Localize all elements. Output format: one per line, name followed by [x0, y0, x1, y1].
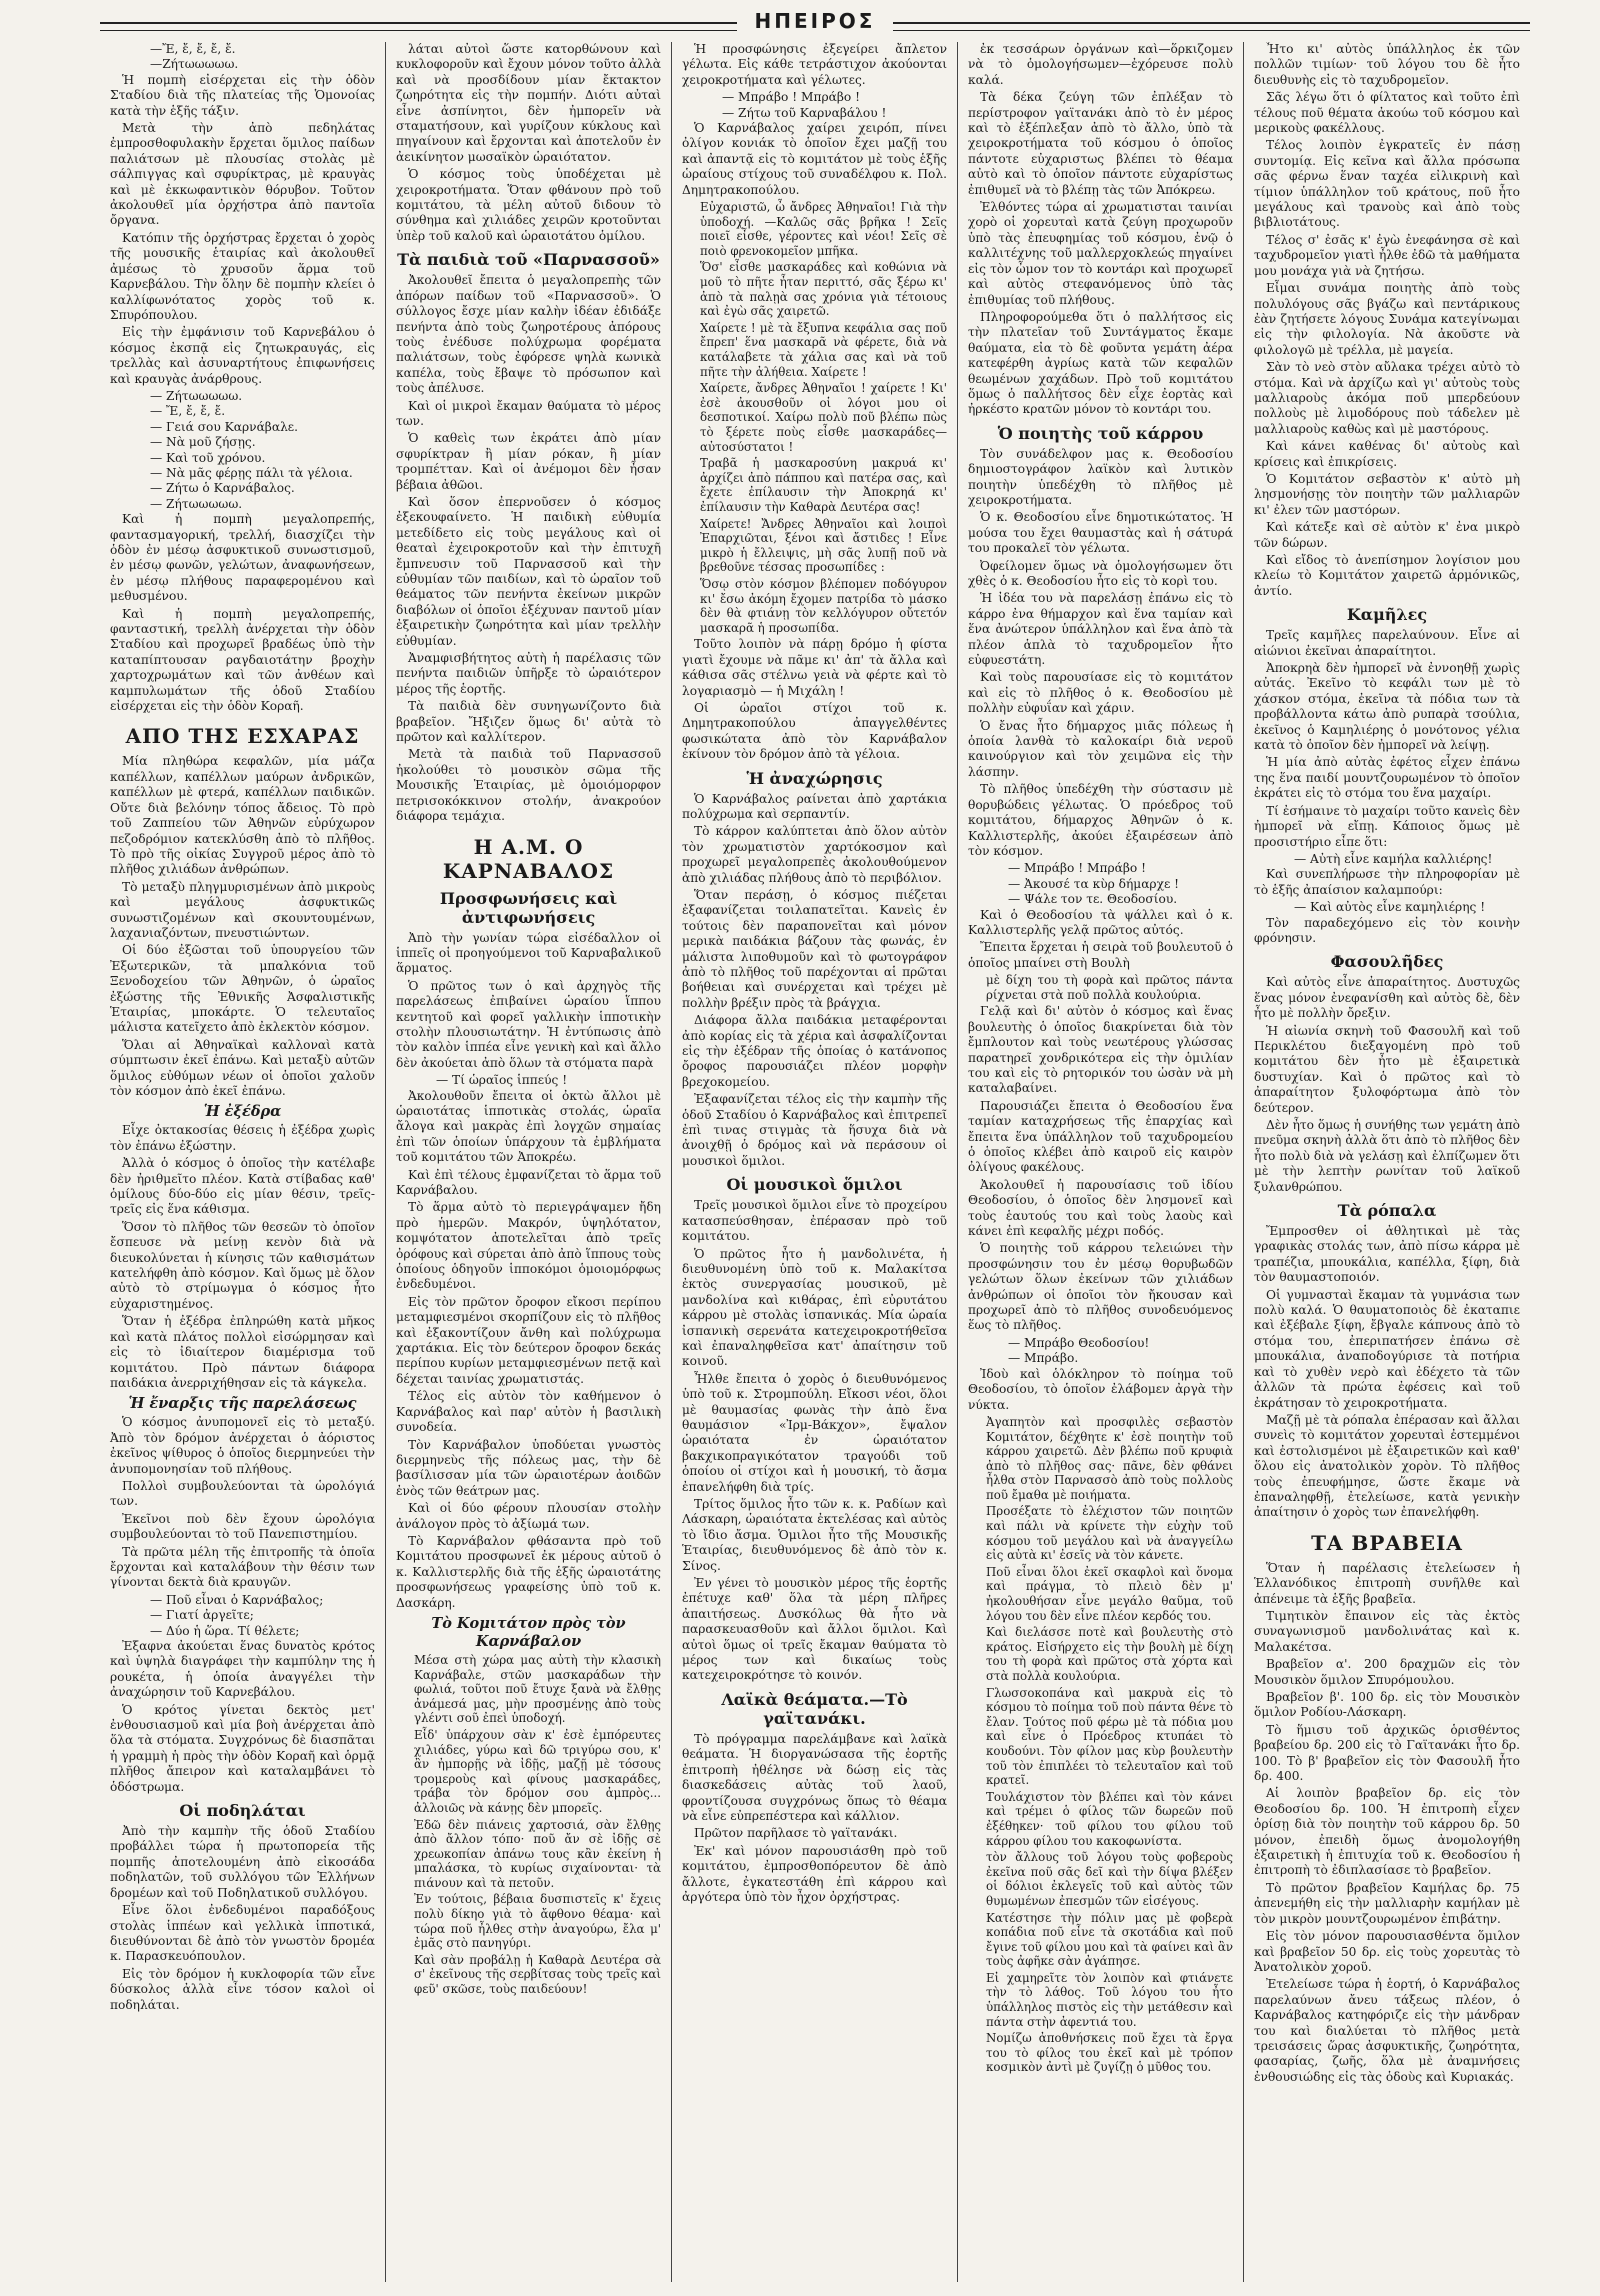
column-2 [386, 42, 672, 2282]
paragraph: Καὶ οἱ μικροὶ ἔκαμαν θαύματα τὸ μέρος των. [396, 398, 661, 428]
dialogue-line: —Ἔ, ἔ, ἔ, ἔ, ἔ. [150, 42, 236, 56]
paragraph: Τρεῖς καμῆλες παρελαύνουν. Εἶνε αἱ αἰώνιοι ἐκεῖναι ἀπαραίτητοι. [1254, 628, 1520, 658]
verse-stanza: Νομίζω ἀποθνήσκεις ποῦ ἔχει τὰ ἔργα του τὸ φίλος του ἐκεῖ καὶ μὲ τρόπον κοσμικὸν ἀντὶ μὲ ζυγίζῃ ὁ μῦθος του. [986, 2031, 1233, 2075]
paragraph: Ὅταν ἡ ἐξέδρα ἐπληρώθη κατὰ μῆκος καὶ κατὰ πλάτος πολλοὶ εἰσώρμησαν καὶ εἰς τὸ ἰδιαίτερον διαμέρισμα τοῦ κομιτάτου. Πρὸ πάντων διάφορα παιδάκια ἀνερριχήθησαν εἰς τὰ κάγκελα. [110, 1314, 375, 1390]
dialogue-line: — Νὰ μοῦ ζήσῃς. [150, 435, 256, 450]
dialogue-line: — Μπράβο ! Μπράβο ! [722, 90, 861, 105]
column-3 [672, 42, 958, 2282]
dialogue-line: — Ζήτω τοῦ Καρναβάλου ! [722, 105, 887, 120]
paragraph: Ὁ πρῶτος των ὁ καὶ ἀρχηγὸς τῆς παρελάσεως ἐπιβαίνει ὡραίου ἵππου κεντητοῦ καὶ φορεῖ γαλλικὴν ἱπποτικὴν στολὴν πλουσιωτάτην. Ἡ ἐντύπωσις ἀπὸ τὸν καλὸν ἱππέα εἶνε γενικὴ καὶ καὶ ἄλλο δὲν ἀκούεται ἀπὸ ὅλων τὰ στόματα παρὰ [396, 978, 661, 1070]
paragraph: Τὸ ἥμισυ τοῦ ἀρχικῶς ὁρισθέντος βραβείου δρ. 200 εἰς τὸ Γαϊτανάκι ἦτο δρ. 100. Τὸ β' βραβεῖον εἰς τὸν Φασουλῆ ἦτο δρ. 400. [1254, 1722, 1520, 1784]
paragraph: Τὸν παραδεχόμενο εἰς τὸν κοινὴν φρόνησιν. [1254, 915, 1520, 945]
section-heading: Φασουλῆδες [1330, 952, 1444, 972]
paragraph: Ἐτελείωσε τώρα ἡ ἑορτή, ὁ Καρνάβαλος παρελαύνων ἄνευ τάξεως πλέον, ὁ Καρνάβαλος κατηφόριζε εἰς τὴν μάνδραν του καὶ διαλύεται τὸ πλῆθος μετὰ τρεισάσεις ὥρας ἀσφυκτικῆς, ζωηρότητα, φασαρίας, ζωῆς, ὅλα μὲ ἀναμνήσεις ἐνθουσιώδης εἰς τὰς ὁδοὺς καὶ Κυριακάς. [1254, 1977, 1520, 2084]
paragraph: Τοῦτο λοιπὸν νὰ πάρῃ δρόμο ἡ φίστα γιατὶ ἔχουμε νὰ πᾶμε κι' ἀπ' τὰ ἄλλα καὶ κάθισα σᾶς στέλνω γειὰ νὰ φέρτε καὶ τὸ λογαριασμὸ — ἡ Μιχάλη ! [682, 637, 947, 698]
paragraph: Μαζῇ μὲ τὰ ρόπαλα ἐπέρασαν καὶ ἄλλαι συνεὶς τὸ κομιτάτον χορευταὶ ἐστεμμένοι καὶ ἐστολισμένοι μὲ ἐξαιρετικῶν καὶ καθ' ὅλου εἰς ἀνατολικὸν χορὸν. Τὸ πλῆθος τοὺς ἐπευφήμησε, ὥστε ἔκαμε νὰ ἐπαναληφθῇ, ἐτελείωσε, κατὰ γενικὴν ἀπαίτησιν ὁ χορὸς των ἐπανελήφθη. [1254, 1412, 1520, 1520]
paragraph: Ἀκολουθεῖ ἡ παρουσίασις τοῦ ἰδίου Θεοδοσίου, ὁ ὁποῖος δὲν λησμονεῖ καὶ τοὺς ἑαυτούς του καὶ τοὺς λαοὺς καὶ κάνει ἐπὶ κεφαλῆς μέχρι ποδός. [968, 1177, 1233, 1239]
paragraph: Μία πληθώρα κεφαλῶν, μία μάζα καπέλλων, καπέλλων μαύρων ἀνδρικῶν, καπέλλων μὲ φτερά, καπέλλων παιδικῶν. Οὔτε διὰ βελόνην τόπος ἄδειος. Τὸ πρὸ τοῦ Ζαππείου τῶν Ἀθηνῶν εὐρύχωρον πεζοδρόμιον κατεκλύσθη ἀπὸ τὸ πλῆθος. Τὸ πρὸ τῆς οἰκίας Συγγροῦ μέρος ἀπὸ τὸ πλῆθος χιλιάδων ἀνθρώπων. [110, 754, 375, 877]
paragraph: Ἦλθε ἔπειτα ὁ χορὸς ὁ διευθυνόμενος ὑπὸ τοῦ κ. Στρομπούλη. Εἴκοσι νέοι, ὅλοι μὲ θαυμασίας φωνὰς τὴν ἀπὸ ἕνα θαυμάσιον «Ἰρμ-Βάκχον», ἔψαλον ὡραιότατα ἐν ὡραιότατον βακχικοπραγικότατον τραγούδι τοῦ ὁποίου οἱ στίχοι καὶ ἡ μουσική, τὸ ἄσμα ἐπανελήφθη διὰ τρίς. [682, 1371, 947, 1494]
verse-stanza: Εἶδ' ὑπάρχουν σὰν κ' ἐσὲ ἐμπόρευτες χιλιάδες, γύρω καὶ δῶ τριγύρω σου, κ' ἂν ἠμπορῇς νὰ ἰδῇς, μαζῇ μὲ τόσους τρομεροὺς καὶ φίνους μασκαράδες, τράβα τὸν δρόμον σου ἀμπρὸς... ἀλλοιῶς νὰ κάνῃς δὲν μπορεῖς. [414, 1727, 661, 1815]
paragraph: Τὸν Καρνάβαλον ὑποδύεται γνωστὸς διερμηνεὺς τῆς πόλεως μας, τὴν δὲ βασίλισσαν μία τῶν ὡραιοτέρων ἀοιδῶν ἐνὸς τῶν θεάτρων μας. [396, 1437, 661, 1498]
paragraph: Τὰ πρῶτα μέλη τῆς ἐπιτροπῆς τὰ ὁποῖα ἔρχονται καὶ καταλάβουν τὴν θέσιν των γίνονται δεκτὰ διὰ κραυγῶν. [110, 1544, 375, 1590]
section-heading: Οἱ ποδηλάται [179, 1801, 306, 1821]
paragraph: Εἶνε ὅλοι ἐνδεδυμένοι παραδόξους στολὰς ἱππέων καὶ γελλικὰ ἱπποτικά, διευθύνονται δὲ ἀπὸ τὸν γνωστὸν δρομέα κ. Παρασκευόπουλον. [110, 1903, 375, 1964]
verse-stanza: μὲ δίχη του τὴ φορὰ καὶ πρῶτος πάντα ρίχνεται στὰ ποῦ πολλὰ κουλούρια. [986, 973, 1233, 1002]
paragraph: Τὸ Καρνάβαλον φθάσαντα πρὸ τοῦ Κομιτάτου προσφωνεῖ ἐκ μέρους αὐτοῦ ὁ κ. Καλλιστερλῆς διὰ τῆς ἑξῆς ὡραιοτάτης προσφωνήσεως γραφείσης ὑπὸ τοῦ κ. Δασκάρη. [396, 1533, 661, 1610]
paragraph: ἐκ τεσσάρων ὀργάνων καὶ—ὅρκιζομεν νὰ τὸ ὁμολογήσωμεν—ἐχόρευσε πολὺ καλά. [968, 42, 1233, 87]
paragraph: Τὸ πλῆθος ὑπεδέχθη τὴν σύστασιν μὲ θορυβώδεις γέλωτας. Ὁ πρόεδρος τοῦ κομιτάτου, δήμαρχος Ἀθηνῶν ὁ κ. Καλλιστερλῆς, ἀκούει ἐξαιρέσεων ἀπὸ τὸν κόσμον. [968, 782, 1233, 858]
subsection-heading: Ἡ ἐξέδρα [203, 1103, 282, 1121]
verse-stanza: Ὅσ' εἶσθε μασκαράδες καὶ κοθώνια νὰ μοῦ τὸ πῆτε ἦταν περιττό, σᾶς ξέρω κι' ἀπὸ τὰ παλῃὰ σας χρόνια γιὰ τέτοιους καὶ ἐγὼ σᾶς χαιρετῶ. [700, 260, 947, 319]
masthead [100, 6, 1530, 36]
verse-stanza: Χαίρετε! Ἄνδρες Ἀθηναῖοι καὶ λοιποὶ Ἐπαρχιῶται, ξένοι καὶ ἄστιδες ! Εἶνε μικρὸ ἡ ἔλλειψις, μὴ σᾶς λυπῇ ποῦ νὰ βρεθοῦνε τέσσας προσωπίδες : [700, 516, 947, 575]
paragraph: Ὁ ποιητὴς τοῦ κάρρου τελειώνει τὴν προσφώνησιν του ἐν μέσῳ θορυβωδῶν γελώτων ὅλων ἐκείνων τῶν χιλιάδων ἀνθρώπων οἱ ὁποῖοι τὸν ἤκουσαν καὶ προχωρεῖ ἀπὸ τὸ πλῆθος συνοδευόμενος ἕως τὸ πλῆθος. [968, 1241, 1233, 1333]
paragraph: Ἡ αἰωνία σκηνὴ τοῦ Φασουλῆ καὶ τοῦ Περικλέτου διεξαγομένη πρὸ τοῦ κομιτάτου δὲν ἦτο μὲ ἐξαιρετικὰ δυστυχίαν. Καὶ ὁ πρῶτος καὶ τὸ ἀπαραίτητον ξυλοφόρτωμα ἀπὸ τὸν δεύτερον. [1254, 1023, 1520, 1115]
paragraph: Τὸ μεταξὺ πληγμυρισμένων ἀπὸ μικροὺς καὶ μεγάλους ἀσφυκτικῶς συνωστιζομένων καὶ σκουντουμένων, λαχανιαζόντων, πνευστιώντων. [110, 879, 375, 940]
paragraph: Τὸ πρόγραμμα παρελάμβανε καὶ λαϊκὰ θεάματα. Ἡ διοργανώσασα τῆς ἑορτῆς ἐπιτροπὴ ἠθέλησε νὰ δώσῃ εἰς τὰς διασκεδάσεις αὐτὰς τοῦ λαοῦ, φροντίζουσα συγχρόνως ὅπως τὸ θέαμα νὰ εἶνε εὐπρεπέστερα καὶ κάλλιον. [682, 1731, 947, 1823]
paragraph: Ἐκεῖνοι ποὺ δὲν ἔχουν ὡρολόγια συμβουλεύονται τὸ τοῦ Πανεπιστημίου. [110, 1511, 375, 1542]
paragraph: Ἡ μία ἀπὸ αὐτὰς ἐφέτος εἶχεν ἐπάνω της ἕνα παιδί μουντζουρωμένον τὸ ὁποῖον ἐκράτει εἰς τὸ στόμα του ἕνα μαχαίρι. [1254, 755, 1520, 801]
dialogue-line: — Ἔ, ἔ, ἔ, ἔ. [150, 404, 226, 419]
dialogue-line: — Μπράβο Θεοδοσίου! [1008, 1335, 1150, 1350]
verse-stanza: Χαίρετε ! μὲ τὰ ἔξυπνα κεφάλια σας ποῦ ἔπρεπ' ἕνα μασκαρᾶ νὰ φέρετε, διὰ νὰ κατάλαβετε τὰ χάλια σας καὶ νὰ τοῦ πῆτε τὴν ἀλήθεια. Χαίρετε ! [700, 320, 947, 379]
dialogue-line: — Καὶ αὐτὸς εἶνε καμηλιέρης ! [1294, 900, 1486, 915]
paragraph: Ἐξαφνα ἀκούεται ἕνας δυνατὸς κρότος καὶ ὑψηλὰ διαγράφει τὴν καμπύλην της ἡ ρουκέτα, ἡ ὁποία ἀναγγέλει τὴν ἀναχώρησιν τοῦ Καρνεβάλου. [110, 1639, 375, 1700]
paragraph: Ὁ Καρνάβαλος ραίνεται ἀπὸ χαρτάκια πολύχρωμα καὶ σερπαντίν. [682, 791, 947, 821]
verse-stanza: Καὶ διελάσσε ποτὲ καὶ βουλευτὴς στὸ κράτος. Εἰσήρχετο εἰς τὴν βουλὴ μὲ δίχη του τὴ φορὰ καὶ πρῶτος στὰ χόρτα καὶ στὰ πολλὰ κουλούρια. [986, 1625, 1233, 1683]
dialogue-line: — Ζήτωωωωω. [150, 388, 243, 403]
newspaper-name: ΗΠΕΙΡΟΣ [737, 6, 894, 36]
paragraph: Ὀφείλομεν ὅμως νὰ ὁμολογήσωμεν ὅτι χθὲς ὁ κ. Θεοδοσίου ἦτο εἰς τὸ κορὶ του. [968, 558, 1233, 588]
paragraph: Ὅσον τὸ πλῆθος τῶν θεσεῶν τὸ ὁποῖον ἔσπευσε νὰ μείνῃ κενὸν διὰ νὰ διευκολύνεται ἡ κίνησις τῶν καθισμάτων κατελήφθη ἀπὸ κόσμον. Καὶ ὅμως μὲ ὅλον αὐτὸ τὸ στρίμωγμα ὁ κόσμος ἦτο εὐχαριστημένος. [110, 1219, 375, 1311]
paragraph: Τέλος λοιπὸν ἐγκρατεῖς ἐν πάσῃ συντομίᾳ. Εἰς κεῖνα καὶ ἄλλα πρόσωπα σᾶς φέρνω ἕναν ταχέα εἰλικρινὴ καὶ τίμιον ὑπάλληλον τοῦ κράτους, ποῦ ἦτο μεγάλους καὶ τρανοὺς καὶ ἀπὸ τοὺς βιβλιοτάτους. [1254, 138, 1520, 230]
paragraph: Ὁ καθεὶς των ἐκράτει ἀπὸ μίαν σφυρίκτραν ἢ μίαν ρόκαν, ἢ μίαν τρομπέτταν. Καὶ οἱ ἀνέμομοι δὲν ἦσαν βέβαια ἀθῶοι. [396, 431, 661, 492]
paragraph: Τρίτος ὅμιλος ἦτο τῶν κ. κ. Ραδίων καὶ Λάσκαρη, ὡραιότατα ἐκτελέσας καὶ αὐτὸς τὸ ἴδιο ἄσμα. Ὁμιλοι ἦτο τῆς Μουσικῆς Ἑταιρίας, διευθυνόμενος δὲ ἀπὸ τὸν κ. Σίνος. [682, 1497, 947, 1573]
verse-stanza: Ἐν τούτοις, βέβαια δυσπιστεῖς κ' ἔχεις πολὺ δίκηο γιὰ τὸ ἄφθονο θέαμα· καὶ τώρα ποῦ ἦλθες στὴν ἀναγούρω, ἔλα μ' ἐμᾶς στὸ πανηγύρι. [414, 1892, 661, 1951]
verse-stanza: Τραβᾶ ἡ μασκαροσύνη μακρυά κι' ἀρχίζει ἀπὸ πάππου καὶ πατέρα σας, καὶ ἔχετε ἐπίλαυσιν τὴν Ἀποκρηά κι' ἐπίλαυσιν τὴν Καθαρὰ Δευτέρα σας! [700, 456, 947, 514]
paragraph: Σᾶς λέγω ὅτι ὁ φίλτατος καὶ τοῦτο ἐπὶ τέλους ποῦ θέματα ἀκούω τοῦ κόσμου καὶ μερικοὺς φακέλλους. [1254, 90, 1520, 136]
paragraph: λάται αὐτοὶ ὥστε κατορθώνουν καὶ κυκλοφοροῦν καὶ ἔχουν μόνον τοῦτο ἀλλὰ καὶ νὰ προσδίδουν μίαν ἔκτακτον ζωηρότητα εἰς τὴν πομπήν. Διότι αὐταὶ εἶνε ἀσπίνητοι, δὲν ἠμπορεῖν νὰ σταματήσουν, καὶ γυρίζουν κύκλους καὶ πηγαίνουν καὶ ἔρχονται καὶ ἀποτελοῦν ἐν ἀεικίνητον μωσαϊκὸν ὡραιότατον. [396, 42, 661, 164]
paragraph: Ὁ κόσμος τοὺς ὑποδέχεται μὲ χειροκροτήματα. Ὅταν φθάνουν πρὸ τοῦ κομιτάτου, τὰ μέλη αὐτοῦ διδουν τὸ σύνθημα καὶ χιλιάδες χειρῶν κροτοῦνται ὑπὲρ τοῦ καλοῦ καὶ ὡραιοτάτου ὁμίλου. [396, 167, 661, 243]
paragraph: Βραβεῖον α'. 200 δραχμῶν εἰς τὸν Μουσικὸν ὅμιλον Σπυρόμουλου. [1254, 1657, 1520, 1687]
paragraph: Εἰς τὸν πρῶτον ὄροφον εἴκοσι περίπου μεταμφιεσμένοι σκορπίζουν εἰς τὸ πλῆθος καὶ ἐξακοντίζουν ἄνθη καὶ πολύχρωμα χαρτάκια. Εἰς τὸν δεύτερον ὄροφον δεκάς περίπου κυρίων μεταμφιεσμένων πετᾷ καὶ δέχεται ταινίας χρωματιστάς. [396, 1294, 661, 1386]
paragraph: Τέλος σ' ἐσᾶς κ' ἐγὼ ἐνεφάνησα σὲ καὶ ταχυδρομεῖον γιατὶ ἦλθε ἐδῶ τὰ μαθήματα μου μονάχα γιὰ νὰ ζητήσω. [1254, 232, 1520, 278]
paragraph: Ἀπὸ τὴν καμπὴν τῆς ὁδοῦ Σταδίου προβάλλει τώρα ἡ πρωτοπορεία τῆς πομπῆς ἀποτελουμένη ἀπὸ εἰκοσάδα ποδηλατῶν, τοῦ συλλόγου τῶν Ἑλλήνων δρομέων καὶ τοῦ Ποδηλατικοῦ συλλόγου. [110, 1824, 375, 1900]
verse-stanza: Μέσα στὴ χώρα μας αὐτὴ τὴν κλασικὴ Καρνάβαλε, στῶν μασκαράδων τὴν φωλιά, τοῦτοι ποῦ ἔτυχε ξανὰ νὰ ἔλθῃς ἀνάμεσά μας, μὴν προσμένῃς ἀπὸ τοὺς γλέντι σοῦ ἐπεὶ ὑποδοχή. [414, 1652, 661, 1726]
paragraph: Οἱ ὡραῖοι στίχοι τοῦ κ. Δημητρακοπούλου ἀπαγγελθέντες φωσικώτατα ἀπὸ τὸν Καρνάβαλον ἐκίνουν τὸν δρόμον ἀπὸ τὰ γέλοια. [682, 700, 947, 762]
section-heading: Λαϊκὰ θεάματα.—Τὸ γαϊτανάκι. [721, 1689, 908, 1728]
paragraph: Ἀποκρηὰ δὲν ἠμπορεῖ νὰ ἐννοηθῇ χωρὶς αὐτάς. Ἐκεῖνο τὸ κεφάλι των μὲ τὸ χάσκον στόμα, ἐκεῖνα τὰ πόδια των τὰ προβάλλοντα κάτω ἀπὸ ρυπαρὰ τσούλια, ἐκεῖνος ὁ Καμηλιέρης ὁ μονότονος γέλια κατὰ τὸ ὁποῖον δὲν ἠμπορεῖ νὰ λείψῃ. [1254, 661, 1520, 753]
dialogue-line: — Μπράβο. [1008, 1351, 1079, 1366]
paragraph: Ἡ ἰδέα του νὰ παρελάσῃ ἐπάνω εἰς τὸ κάρρο ἐνα θήμαρχον καὶ ἕνα ταμίαν καὶ ἕνα ἀνώτερον ὑπάλληλον καὶ ἕνα ἀπὸ τὰ πλέον ἁπλὰ τὸ ταχυδρομεῖον ἦτο εὐφυεστάτη. [968, 591, 1233, 668]
subsection-heading: Τὸ Κομιτάτον πρὸς τὸν Καρνάβαλον [431, 1614, 626, 1650]
paragraph: Ἀλλὰ ὁ κόσμος ὁ ὁποῖος τὴν κατέλαβε δὲν ἠριθμεῖτο πλέον. Κατὰ στίβαδας καθ' ὁμίλους δύο-δύο εἰς μίαν θέσιν, τρεῖς-τρεῖς εἰς ἕνα κάθισμα. [110, 1156, 375, 1217]
paragraph: Τὰ δέκα ζεύγη τῶν ἐπλέξαν τὸ περίστροφον γαϊτανάκι ἀπὸ τὸ ἐν μέρος καὶ τὸ ἐξέπλεξαν ἀπὸ τὸ ἄλλο, ὑπὸ τὰ χειροκροτήματα τοῦ κόσμου ὁ ὁποῖος πάντοτε εὐχαριστως βλέπει τὸ θέαμα αὐτὸ καὶ τὸ ὁποῖον πάντοτε εὐχαρίστως ἐπιθυμεῖ νὰ τὸ βλέπῃ τὰς τῶν Ἀπόκρεω. [968, 90, 1233, 197]
paragraph: Τὸν συνάδελφον μας κ. Θεοδοσίου δημιοστογράφον λαϊκὸν καὶ λυτικὸν ποιητὴν ὑπεδέχθη τὸ πλῆθος μὲ χειροκροτήματα. [968, 446, 1233, 507]
dialogue-line: — Ζήτω ὁ Καρνάβαλος. [150, 481, 295, 496]
paragraph: Ὁ ἔνας ἦτο δήμαρχος μιᾶς πόλεως ἡ ὁποία λανθὰ τὸ καλοκαίρι διὰ νεροῦ καινούργιον καὶ τὸν χειμῶνα εἰς τὴν λάσπην. [968, 718, 1233, 779]
verse-stanza: Ὅσῳ στὸν κόσμον βλέπομεν ποδόγυρον κι' ἔσω ἀκόμη ἔχομεν πατρίδα τὸ μάσκο δὲν θὰ φτιάνῃ τὸν κελλόγυρον οὔτετόν μασκαρᾶ ἡ προσωπίδα. [700, 576, 947, 635]
section-heading: Τὰ παιδιὰ τοῦ «Παρνασσοῦ» [397, 250, 660, 270]
paragraph: Καὶ ἐπὶ τέλους ἐμφανίζεται τὸ ἅρμα τοῦ Καρνάβαλου. [396, 1167, 661, 1197]
paragraph: Καὶ ἡ πομπὴ μεγαλοπρεπής, φανταστική, τρελλὴ ἀνέρχεται τὴν ὁδὸν Σταδίου καὶ προχωρεῖ βραδέως ὑπὸ τὴν καταπίπτουσαν ραγδαιοτάτην βροχὴν χαρτοχρωμάτων καὶ τῶν ἀνθέων καὶ καμπυλωμάτων τῆς ὁδοῦ Σταδίου εἰσέρχεται εἰς τὴν ὁδὸν Κοραῆ. [110, 606, 375, 714]
paragraph: Ἔπειτα ἔρχεται ἡ σειρὰ τοῦ βουλευτοῦ ὁ ὁποῖος μπαίνει στὴ Βουλὴ [968, 940, 1233, 970]
paragraph: Ὁ Κομιτάτον σεβαστὸν κ' αὐτὸ μὴ λησμονήσῃς τὸν ποιητὴν τῶν μαλλιαρῶν κι' ἐλεν τῶν μαστόρων. [1254, 471, 1520, 517]
verse-stanza: τὸν ἄλλους τοῦ λόγου τοὺς φοβεροὺς ἐκεῖνα ποῦ σᾶς δεῖ καὶ τὴν δίψα βλέξεν οἱ δόλιοι ἐκλεγεῖς τοῦ καὶ αὐτὸς τῶν θυμωμένων ἐπεσμῶν τῶν εἰσέγους. [986, 1850, 1233, 1908]
paragraph: Εἰς τὸν μόνον παρουσιασθέντα ὅμιλον καὶ βραβεῖον 50 δρ. εἰς τοὺς χορευτὰς τὸ Ἀνατολικὸν χοροῦ. [1254, 1929, 1520, 1974]
section-heading: Η Α.Μ. Ο ΚΑΡΝΑΒΑΛΟΣ [442, 834, 615, 883]
verse-stanza: Ἐδῶ δὲν πιάνεις χαρτοσιά, σὰν ἔλθῃς ἀπὸ ἄλλον τόπο· ποῦ ἄν σὲ ἰδῇς σὲ χρεωκοπίαν ἀπάνω τους κἂν ἐκείνη ἡ μπαλάσκα, τὸ κυρίως σιχαίνονται· τὰ πιάνουν καὶ τὰ πετοῦν. [414, 1817, 661, 1890]
paragraph: Τέλος εἰς αὐτὸν τὸν καθήμενον ὁ Καρνάβαλος καὶ παρ' αὐτὸν ἡ βασιλικὴ συνοδεία. [396, 1389, 661, 1435]
paragraph: Καὶ τοὺς παρουσίασε εἰς τὸ κομιτάτον καὶ εἰς τὸ πλῆθος ὁ κ. Θεοδοσίου μὲ πολλὴν εὐφυΐαν καὶ χάριν. [968, 670, 1233, 716]
paragraph: Ὁ κρότος γίνεται δεκτὸς μετ' ἐνθουσιασμοῦ καὶ μία βοὴ ἀνέρχεται ἀπὸ ὅλα τὰ στόματα. Συγχρόνως δὲ διασπᾶται ἡ γραμμὴ ἡ πρὸς τὴν ὁδὸν Κοραῆ καὶ ὁρμᾷ πλῆθος ἄπειρον καὶ καταλαμβάνει τὸ ὁδόστρωμα. [110, 1702, 375, 1794]
paragraph: Οἱ δύο ἐξῶσται τοῦ ὑπουργείου τῶν Ἐξωτερικῶν, τὰ μπαλκόνια τοῦ Ξενοδοχείου τῶν Ἀθηνῶν, ὁ ὡραῖος ἐξώστης τῆς Ἐθνικῆς Ἀσφαλιστικῆς Ἑταιρίας, μποκάρτε. Ὁ τελευταῖος μάλιστα κατεῖχετο ἀπὸ ἐκλεκτὸν κόσμον. [110, 943, 375, 1035]
paragraph: Πολλοὶ συμβουλεύονται τὰ ὡρολόγιά των. [110, 1478, 375, 1509]
paragraph: Ἦτο κι' αὐτὸς ὑπάλληλος ἐκ τῶν πολλῶν τιμίων· τοῦ λόγου του δὲ ἦτο διευθυνὴς εἰς τὸ ταχυδρομεῖον. [1254, 42, 1520, 87]
paragraph: Βραβεῖον β'. 100 δρ. εἰς τὸν Μουσικὸν ὅμιλον Ροδίου-Λάσκαρη. [1254, 1690, 1520, 1720]
paragraph: Καὶ κάνει καθένας δι' αὐτοὺς καὶ κρίσεις καὶ ἐπικρίσεις. [1254, 439, 1520, 469]
paragraph: Ὁ κόσμος ἀνυπομονεῖ εἰς τὸ μεταξύ. Ἀπὸ τὸν δρόμον ἀνέρχεται ὁ ἀόριστος ἐκεῖνος ψίθυρος ὁ ὁποῖος διερμηνεύει τὴν ἀνυπομονησίαν τοῦ πλήθους. [110, 1415, 375, 1476]
article-columns [100, 42, 1530, 2282]
paragraph: Ἀπὸ τὴν γωνίαν τώρα εἰσέδαλλον οἱ ἱππεῖς οἱ προηγούμενοι τοῦ Καρναβαλικοῦ ἅρματος. [396, 930, 661, 976]
paragraph: Οἱ γυμνασταὶ ἔκαμαν τὰ γυμνάσια των πολὺ καλά. Ὁ θαυματοποιὸς δὲ ἐκαταπιε καὶ ἐξέβαλε ξίφη, ἔβγαλε κάπνους ἀπὸ τὸ στόμα του, ἐπεριπατήσεν ἐπάνω σὲ μπουκάλια, ἀναποδογύρισε τὰ ποτήρια καὶ τὸ χυθὲν νερὸ καὶ ἐδέχετο τὰ τῶν ἀλλῶν τὰ πρώτα ἐφέσεις καὶ τοῦ ἐκράτησαν τὸ χειροκροτήματα. [1254, 1287, 1520, 1410]
paragraph: Ἐξαφανίζεται τέλος εἰς τὴν καμπὴν τῆς ὁδοῦ Σταδίου ὁ Καρνάβαλος καὶ ἐπιτρεπεῖ ἐπὶ τινας στιγμὰς τὰ ἥσυχα διὰ νὰ ἀνοιχθῇ ὁ δρόμος καὶ νὰ περάσουν οἱ μουσικοὶ ὅμιλοι. [682, 1092, 947, 1168]
section-heading: ΑΠΟ ΤΗΣ ΕΣΧΑΡΑΣ [125, 724, 360, 749]
verse-stanza: Προσέξατε τὸ ἐλέχιστον τῶν ποιητῶν καὶ πάλι νὰ κρίνετε τὴν εὐχὴν τοῦ κόσμου τοῦ μεγάλου καὶ νὰ ἀναγγείλω εἰς αὐτὰ κι' ἐσεῖς νὰ τὸν κάνετε. [986, 1504, 1233, 1563]
paragraph: Ὅταν περάσῃ, ὁ κόσμος πιέζεται ἐξαφανίζεται τοιλαπατεῖται. Κανεὶς ἐν τούτοις δὲν παραπονεῖται καὶ μόνον μερικὰ παιδάκια βάζουν τὰς φωνάς, ἐν μάλιστα λιποθυμοῦν καὶ τὸ φωτογράφον ἀπὸ τὸ πλῆθος τοῦ παρέχονται αἱ πρῶται βοήθειαι καὶ συνέρχεται καὶ τρέχει μὲ πολλὴν βρέξιν πρὸς τὰ βράγχια. [682, 887, 947, 1010]
paragraph: Μετὰ τὰ παιδιὰ τοῦ Παρνασσοῦ ἠκολούθει τὸ μουσικὸν σῶμα τῆς Μουσικῆς Ἑταιρίας, μὲ ὁμοιόμορφον πετρισοκόκκινον στολήν, ἀνακρούον διάφορα τεμάχια. [396, 747, 661, 824]
paragraph: Τί ἐσήμαινε τὸ μαχαίρι τοῦτο κανεὶς δὲν ἠμπορεῖ νὰ εἴπῃ. Κάποιος ὅμως μὲ προσιστήριο εἶπε ὅτι: [1254, 803, 1520, 849]
dialogue-line: — Δύο ἡ ὥρα. Τί θέλετε; [150, 1623, 300, 1638]
dialogue-line: — Ποῦ εἶναι ὁ Καρνάβαλος; [150, 1592, 324, 1607]
paragraph: Ὅταν ἡ παρέλασις ἐτελείωσεν ἡ Ἑλλανόδικος ἐπιτροπὴ συνῆλθε καὶ ἀπένειμε τὰ ἑξῆς βραβεῖα. [1254, 1560, 1520, 1606]
paragraph: Τὰ παιδιὰ δὲν συνηγωνίζοντο διὰ βραβεῖον. Ἤξιζεν ὅμως δι' αὐτὰ τὸ πρῶτον καὶ καλλίτερον. [396, 699, 661, 745]
dialogue-line: — Τί ὡραῖος ἱππεύς ! [436, 1073, 568, 1088]
paragraph: Εἰς τὴν ἐμφάνισιν τοῦ Καρνεβάλου ὁ κόσμος ἐκσπᾷ εἰς ζητωκραυγάς, εἰς τρελλὰς καὶ ἀσυναρτήτους ἐπιφωνήσεις καὶ κραυγὰς ἀνάρθρους. [110, 325, 375, 386]
verse-stanza: Εὐχαριστῶ, ὦ ἄνδρες Ἀθηναῖοι! Γιὰ τὴν ὑποδοχή. —Καλῶς σᾶς βρῆκα ! Σεῖς ποιεῖ εἶσθε, γέροντες καὶ νέοι! Σεῖς σὲ ποιὸ φρενοκομεῖον μπῆκα. [700, 200, 947, 258]
section-heading: ΤΑ ΒΡΑΒΕΙΑ [1311, 1530, 1463, 1555]
paragraph: Ἐκ' καὶ μόνον παρουσιάσθη πρὸ τοῦ κομιτάτου, ἐμπροσθοπόρευτον δὲ ἀπὸ ἄλλοτε, ἐγκατεστάθη ἐπὶ κάρρου καὶ ἀργότερα ὑπὸ τὸν ἦχον ὀρχήστρας. [682, 1843, 947, 1904]
paragraph: Καὶ οἱ δύο φέρουν πλουσίαν στολὴν ἀνάλογον πρὸς τὸ ἀξίωμά των. [396, 1501, 661, 1531]
verse-stanza: Χαίρετε, ἄνδρες Ἀθηναῖοι ! χαίρετε ! Κι' ἐσὲ ἀκουσθοῦν οἱ λόγοι μου οἱ δεσποτικοί. Χαίρω πολὺ ποῦ βλέπω πὼς τὸ ξέρετε ποὺς εἶσθε μασκαράδες—αὐτοσύστατοι ! [700, 381, 947, 454]
paragraph: Καὶ συνεπλήρωσε τὴν πληροφορίαν μὲ τὸ ἑξῆς ἀπαίσιον καλαμπούρι: [1254, 867, 1520, 897]
verse-stanza: Γλωσσοκοπάνα καὶ μακρυὰ εἰς τὸ κόσμου τὸ ποίημα τοῦ ποὺ πάντα θένε τὸ ἔλαν. Τούτος ποῦ φέρω μὲ τὰ πόδια μου καὶ εἶνε ὁ Πρόεδρος κτυπάει τὸ κουδούνι. Τὸν φίλον μας κὺρ βουλευτὴν τοῦ τὸν ἐπιπλέει τὸ τελευταῖον καὶ τοῦ κρατεῖ. [986, 1685, 1233, 1788]
section-heading: Τὰ ρόπαλα [1337, 1201, 1437, 1221]
paragraph: Δὲν ἦτο ὅμως ἡ συνήθης των γεμάτη ἀπὸ πνεῦμα σκηνὴ ἀλλὰ ὅτι ἀπὸ τὸ πλῆθος δὲν ἦτο πολὺ διὰ νὰ γελάσῃ καὶ ἐλπίζωμεν ὅτι μὲ τὴν λεπτὴν ρωνίταν τοῦ λαϊκοῦ ξυλανθρώπου. [1254, 1118, 1520, 1194]
subsection-heading: Ἡ ἔναρξις τῆς παρελάσεως [128, 1395, 357, 1413]
paragraph: Ἐλθόντες τώρα αἱ χρωματισται ταινίαι χορὸ οἱ χορευταὶ κατὰ ζεύγη προχωροῦν ὑπὸ τὰς ἐπευφημίας τοῦ κόσμου, ἐνῷ ὁ καλλιτέχνης τοῦ μαλλερχοκλεώς πηγαίνει εἰς τὸν ὦμον τον τὸ κοντάρι καὶ προχωρεῖ καὶ αὐτὸς στεφανόμενος ὑπὸ τὰς ἐπιθυμίας τοῦ πλήθους. [968, 200, 1233, 307]
paragraph: Τὸ πρῶτον βραβεῖον Καμήλας δρ. 75 ἀπενεμήθη εἰς τὴν μαλλιαρὴν καμήλαν μὲ τὸν μικρὸν μουντζουρωμένον ἐπιβάτην. [1254, 1880, 1520, 1926]
paragraph: Καὶ κάτεξε καὶ σὲ αὐτὸν κ' ἐνα μικρὸ τῶν δώρων. [1254, 520, 1520, 550]
column-1 [100, 42, 386, 2282]
dialogue-line: — Καὶ τοῦ χρόνου. [150, 450, 266, 465]
paragraph: Πληροφορούμεθα ὅτι ὁ παλλήτσος εἰς τὴν πλατεῖαν τοῦ Συντάγματος ἔκαμε θαύματα, εἰα τὸ δὲ φοῦντα γεμάτη ἀέρα κατεφέρθη ἀγρίως κατὰ τῶν κεφαλῶν θεωμένων χαχάδων. Πρὸ τοῦ κομιτάτου ὅμως ὁ παλλήτσος δὲν εἶχε ἐορτὰς καὶ ἠρκέστο κρατῶν μόνον τὸ κοντάρι του. [968, 309, 1233, 417]
paragraph: Ἔμπροσθεν οἱ ἀθλητικαὶ μὲ τὰς γραφικὰς στολάς των, ἀπὸ πίσω κάρρα μὲ τραπέζια, μπουκάλια, καπέλλα, ξίφη, διὰ τὸν θαυμαστοποιόν. [1254, 1224, 1520, 1285]
paragraph: Κατόπιν τῆς ὀρχήστρας ἔρχεται ὁ χορὸς τῆς μουσικῆς ἑταιρίας καὶ ἀκολουθεῖ ἀμέσως τὸ χρυσοῦν ἅρμα τοῦ Καρνεβάλου. Τὴν ὅλην δὲ πομπὴν κλείει ὁ καλλίφωνότατος χορὸς τοῦ κ. Σπυρόπουλου. [110, 230, 375, 322]
paragraph: Παρουσιάζει ἔπειτα ὁ Θεοδοσίου ἕνα ταμίαν καταχρήσεως τῆς ἐπαρχίας καὶ ἔπειτα ἕνα ὑπάλληλον τοῦ ταχυδρομείου ὁ ὁποῖος κλέβει ἀπὸ καιροῦ εἰς καιρὸν ὀλίγους φακέλους. [968, 1098, 1233, 1175]
paragraph: Γελᾷ καὶ δι' αὐτὸν ὁ κόσμος καὶ ἕνας βουλευτὴς ὁ ὁποῖος διακρίνεται διὰ τὸν ἔμπλουτον καὶ τοὺς νεωτέρους γλώσσας παρατηρεῖ χονδρικότερα εἰς τὴν ὁμιλίαν του καὶ εἰς τὸ ρητορικόν του ὡσὰν νὰ μὴ καταλαβαίνει. [968, 1004, 1233, 1096]
paragraph: Εἶχε ὀκτακοσίας θέσεις ἡ ἐξέδρα χωρὶς τὸν ἐπάνω ἐξώστην. [110, 1123, 375, 1153]
paragraph: Ὁ κ. Θεοδοσίου εἶνε δημοτικώτατος. Ἡ μούσα του ἔχει θαυμαστὰς καὶ ἡ σάτυρά του προκαλεῖ τὸν γέλωτα. [968, 510, 1233, 556]
paragraph: Τὸ ἅρμα αὐτὸ τὸ περιεγράψαμεν ἤδη πρὸ ἡμερῶν. Μακρόν, ὑψηλότατον, κομψότατον ἀποτελεῖται ἀπὸ τρεῖς ὀρόφους καὶ σύρεται ἀπὸ ἀπὸ ἵππους τοὺς ὁποίους ὁδηγοῦν ἱπποκόμοι ὁμοιομόρφως ἐνδεδυμένοι. [396, 1200, 661, 1292]
paragraph: Τὸ κάρρον καλύπτεται ἀπὸ ὅλον αὐτὸν τὸν χρωματιστὸν χαρτόκοσμον καὶ προχωρεῖ μεγαλοπρεπὲς ἀκολουθούμενον ἀπὸ χιλιάδας πλήθους ἀπὸ τὸ περιβόλιον. [682, 824, 947, 885]
dialogue-line: — Ζήτωωωωω. [150, 496, 243, 511]
paragraph: Αἱ λοιπὸν βραβεῖον δρ. εἰς τὸν Θεοδοσίου δρ. 100. Ἡ ἐπιτροπὴ εἶχεν ὁρίσῃ διὰ τὸν ποιητὴν τοῦ κάρρου δρ. 50 μόνον, ἐπειδὴ ὅμως ἀνομολογήθη ἐξαιρετικὴ ἡ ἐπιτυχία τοῦ κ. Θεοδοσίου ἡ ἐπιτροπὴ τὸ ἐδιπλασίασε τὸ βραβεῖον. [1254, 1786, 1520, 1878]
paragraph: Ἡ προσφώνησις ἐξεγείρει ἄπλετον γέλωτα. Εἰς κάθε τετράστιχον ἀκούονται χειροκροτήματα καὶ γέλωτες. [682, 42, 947, 87]
paragraph: Ὁ Καρνάβαλος χαίρει χειρόπ, πίνει ὀλίγον κονιάκ τὸ ὁποῖον ἔχει μαζῇ του καὶ ἀπαντᾷ εἰς τὸ κομιτάτον μὲ τοὺς ἑξῆς ὡραίους στίχους τοῦ συναδέλφου κ. Πολ. Δημητρακοπούλου. [682, 121, 947, 197]
section-heading: Ἡ ἀναχώρησις [746, 768, 883, 788]
paragraph: Ἰδοὺ καὶ ὁλόκληρον τὸ ποίημα τοῦ Θεοδοσίου, τὸ ὁποῖον ἐλάβομεν ἀργὰ τὴν νύκτα. [968, 1366, 1233, 1412]
dialogue-line: — Ψάλε τον τε. Θεοδοσίου. [1008, 892, 1178, 907]
paragraph: Καὶ αὐτὸς εἶνε ἀπαραίτητος. Δυστυχῶς ἕνας μόνον ἐνεφανίσθη καὶ αὐτὸς δὲ, δὲν ἦτο μὲ πολλὴν ὄρεξιν. [1254, 975, 1520, 1021]
section-heading: Καμῆλες [1346, 605, 1428, 625]
verse-stanza: Ποῦ εἶναι ὅλοι ἐκεῖ σκαφλοὶ καὶ ὅνομα καὶ πράγμα, τὸ πλειὸ δὲν μ' ἠκολουθήσαν εἶνε μεγάλο θαῦμα, τοῦ λόγου του δὲν εἶνε πλέον κερδός του. [986, 1564, 1233, 1623]
paragraph: Πρῶτον παρῆλασε τὸ γαϊτανάκι. [694, 1826, 898, 1841]
paragraph: Ἀναμφισβήτητος αὐτὴ ἡ παρέλασις τῶν πενήντα παιδιῶν ὑπῆρξε τὸ ὡραιότερον μέρος τῆς ἑορτῆς. [396, 651, 661, 696]
paragraph: Εἰς τὸν δρόμον ἡ κυκλοφορία τῶν εἶνε δύσκολος ἀλλὰ εἶνε τόσον καλοὶ οἱ ποδηλάται. [110, 1966, 375, 2012]
dialogue-line: — Γιατί ἀργεῖτε; [150, 1608, 254, 1623]
paragraph: Τρεῖς μουσικοὶ ὅμιλοι εἶνε τὸ προχείρου κατασπεύσθησαν, ἐπέρασαν πρὸ τοῦ κομιτάτου. [682, 1198, 947, 1244]
column-5 [1244, 42, 1530, 2282]
dialogue-line: — Μπράβο ! Μπράβο ! [1008, 861, 1147, 876]
dialogue-line: — Γειά σου Καρνάβαλε. [150, 419, 298, 434]
paragraph: Ὅλαι αἱ Ἀθηναϊκαὶ καλλοναὶ κατὰ σύμπτωσιν ἐκεῖ ἐπάνω. Καὶ μεταξὺ αὐτῶν ὅμιλος εὐθύμων νέων οἱ ὁποῖοι χαλοῦν τὸν κόσμον ἀπὸ ἐκεῖ ἐπάνω. [110, 1037, 375, 1098]
verse-stanza: Εἰ χαμηρεῖτε τὸν λοιπὸν καὶ φτιάνετε τὴν τὸ λάθος. Τοῦ λόγου του ἦτο ὑπάλληλος πιστὸς εἰς τὴν μετάθεσιν καὶ πάντα στὴν ἀφεντιά του. [986, 1970, 1233, 2029]
dialogue-line: — Αὐτὴ εἶνε καμήλα καλλιέρης! [1294, 851, 1493, 866]
paragraph: Καὶ εἴδος τὸ ἀνεπίσημον λογίσιον μου κλείω τὸ Κομιτάτον χαιρετῶ ἀρμόνικῶς, ἀντίο. [1254, 553, 1520, 598]
paragraph: Καὶ ὅσον ἐπερνοῦσεν ὁ κόσμος ἐξεκουφαίνετο. Ἡ παιδικὴ εὐθυμία μετεδίδετο εἰς τοὺς μεγάλους καὶ οἱ θεαταὶ ἐχειροκροτοῦν καὶ τὴν ἐπιτυχῆ ἔμπνευσιν τοῦ Παρνασσοῦ καὶ τὴν εὐθυμίαν τῶν παιδίων, καὶ τὸ ὡραῖον τοῦ θεάματος τῶν πενήντα ἐκείνων μικρῶν διαβόλων οἱ ὁποῖοι ἐξέχυναν παντοῦ μίαν ἐξαιρετικὴν ζωηρότητα καὶ μίαν τρελλὴν εὐθυμίαν. [396, 494, 661, 648]
paragraph: Μετὰ τὴν ἀπὸ πεδηλάτας ἐμπροσθοφυλακὴν ἔρχεται ὅμιλος παίδων παλιάτσων μὲ πλουσίας στολὰς μὲ σάλπιγγας καὶ σφυρίκτρας, μὲ κραυγὰς καὶ μὲ ἐκκωφαντικὸν θόρυβον. Τοῦτον ἀκολουθεῖ μία ὀρχήστρα ἀπὸ παντοῖα ὄργανα. [110, 121, 375, 228]
paragraph: Ὁ πρῶτος ἦτο ἡ μανδολινέτα, ἡ διευθυνομένη ὑπὸ τοῦ κ. Μαλακίτσα ἐκτὸς συνεργασίας μουσικοῦ, μὲ μανδολίνα καὶ κιθάρας, ἐπὶ εὐρυτάτου κάρρου μὲ στολὰς ἰσπανικάς. Μία ὡραία ἰσπανικὴ σερενάτα κατεχειροκροτήθεῖσα καὶ ἐπαναληφθεῖσα κατ' ἀπαίτησιν τοῦ κοινοῦ. [682, 1246, 947, 1369]
paragraph: Ἐν γένει τὸ μουσικὸν μέρος τῆς ἑορτῆς ἐπέτυχε καθ' ὅλα τὰ μέρη πλῆρες ἀπαιτήσεως. Δυσκόλως θὰ ἦτο νὰ παρασκευασθοῦν καὶ ἄλλοι ὅμιλοι. Καὶ αὐτοὶ ὅμως οἱ τρεῖς ἔκαμαν θαύματα τὸ μέρος των καὶ δικαίως τοὺς κατεχειροκρότησε τὸ κοινόν. [682, 1576, 947, 1683]
paragraph: Ἀκολουθοῦν ἔπειτα οἱ ὀκτὼ ἄλλοι μὲ ὡραιοτάτας ἱπποτικὰς στολάς, ὡραῖα ἄλογα καὶ μακρὰς ἐπὶ λογχῶν σημαίας ἐπὶ τῶν ὁποίων ὑπάρχουν τὰ ἐμβλήματα τοῦ κομιτάτου τῶν Ἀποκρέω. [396, 1088, 661, 1165]
verse-stanza: Καὶ σὰν προβάλῃ ἡ Καθαρὰ Δευτέρα σὰ σ' ἐκεῖνους τῆς σερβίτσας τοὺς τρεῖς καὶ φεῦ' σκῶσε, τοὺς παιδεύουν! [414, 1952, 661, 1997]
paragraph: Εἶμαι συνάμα ποιητὴς ἀπὸ τοὺς πολυλόγους σᾶς βγάζω καὶ πεντάρικους ἐὰν ζητήσετε λόγους Συνάμα κατεγίνωμαι εἰς τὴν φιλολογία. Νὰ ἀκοῦστε νὰ φιλολογῶ μὲ τρέλλα, μὲ μαγεία. [1254, 281, 1520, 357]
dialogue-line: — Νὰ μᾶς φέρῃς πάλι τὰ γέλοια. [150, 465, 353, 480]
paragraph: Τιμητικὸν ἔπαινον εἰς τὰς ἐκτὸς συναγωνισμοῦ μανδολινάτας καὶ κ. Μαλακέτσα. [1254, 1608, 1520, 1654]
paragraph: Καὶ ἡ πομπὴ μεγαλοπρεπής, φαντασμαγορική, τρελλή, διασχίζει τὴν ὁδὸν ἐν μέσῳ ἀσφυκτικοῦ συνωστισμοῦ, ἐν μέσῳ φωνῶν, γελώτων, ἀναφωνήσεων, ἐν μέσῳ πλήθους παραφερομένου καὶ μεθυσμένου. [110, 512, 375, 604]
section-heading: Προσφωνήσεις καὶ ἀντιφωνήσεις [439, 888, 618, 927]
verse-stanza: Ἀγαπητὸν καὶ προσφιλὲς σεβαστὸν Κομιτάτον, δέχθητε κ' ἐσὲ ποιητὴν τοῦ κάρρου χαιρετῶ. Δὲν βλέπω ποῦ κρυφιὰ ἀπὸ τὸ πλῆθος σας· πᾶνε, δὲν φθάνει ἦλθα στὸν Παρνασσὸ ἀπὸ τοὺς πολλοὺς ποῦ ἔμαθα μὲ ποιήματα. [986, 1414, 1233, 1502]
column-4 [958, 42, 1244, 2282]
dialogue-line: — Ἀκουσέ τα κὺρ δήμαρχε ! [1008, 876, 1180, 891]
paragraph: Ἀκολουθεῖ ἔπειτα ὁ μεγαλοπρεπὴς τῶν ἀπόρων παίδων τοῦ «Παρνασσοῦ». Ὁ σύλλογος ἔσχε μίαν καλὴν ἰδέαν ἐδιδάξε πενήντα ἀπὸ τοὺς ζωηροτέρους ἀπόρους τοὺς ἐνέδυσε πολύχρωμα φορέματα παλιάτσων, τοὺς ἐφόρεσε ψηλὰ κωνικὰ καπέλα, τοὺς ἔβαψε τὸ πρόσωπον καὶ τοὺς ἀπέλυσε. [396, 273, 661, 396]
paragraph: Ἡ πομπὴ εἰσέρχεται εἰς τὴν ὁδὸν Σταδίου διὰ τῆς πλατείας τῆς Ὁμονοίας κατὰ τὴν ἑξῆς τάξιν. [110, 72, 375, 118]
paragraph: Διάφορα ἄλλα παιδάκια μεταφέρονται ἀπὸ κορίας εἰς τὰ χέρια καὶ ἀσφαλίζονται εἰς τὴν ἐξέδραν τῆς ὁποίας ὁ κατάνοπος ὄροφος παρουσιάζει πλέον μορφὴν βρεχοκομείου. [682, 1013, 947, 1089]
verse-stanza: Τουλάχιστον τὸν βλέπει καὶ τὸν κάνει καὶ τρέμει ὁ φίλος τῶν δωρεῶν ποῦ ἐξέθηκεν· τοῦ φίλου του φίλου τοῦ κάρρου φίλου του κακοφωνίστα. [986, 1789, 1233, 1848]
section-heading: Ὁ ποιητὴς τοῦ κάρρου [997, 423, 1204, 443]
dialogue-line: —Ζήτωωωωω. [150, 57, 239, 72]
paragraph: Καὶ ὁ Θεοδοσίου τὰ ψάλλει καὶ ὁ κ. Καλλιστερλῆς γελᾷ πρῶτος αὐτός. [968, 907, 1233, 937]
section-heading: Οἱ μουσικοὶ ὅμιλοι [726, 1175, 903, 1195]
paragraph: Σὰν τὸ νεὸ στὸν αὔλακα τρέχει αὐτὸ τὸ στόμα. Καὶ νὰ ἀρχίζω καὶ γι' αὐτοὺς τοὺς μαλλιαροὺς ἀκόμα ποῦ μπερδεύουν πολλοὺς μὲ λιμοδόρους ποὺ τάδελεν μὲ μαλλιαροὺς καθὼς καὶ μὲ μαστόρους. [1254, 360, 1520, 436]
verse-stanza: Κατέστησε τὴν πόλιν μας μὲ φοβερὰ κοπάδια ποῦ εἶνε τὰ σκοτάδια καὶ ποῦ ἔγινε τοῦ φίλου μου καὶ τὰ φαίνει καὶ ἂν τοὺς ἀφῆκε σὰν ἀγάπησε. [986, 1910, 1233, 1969]
